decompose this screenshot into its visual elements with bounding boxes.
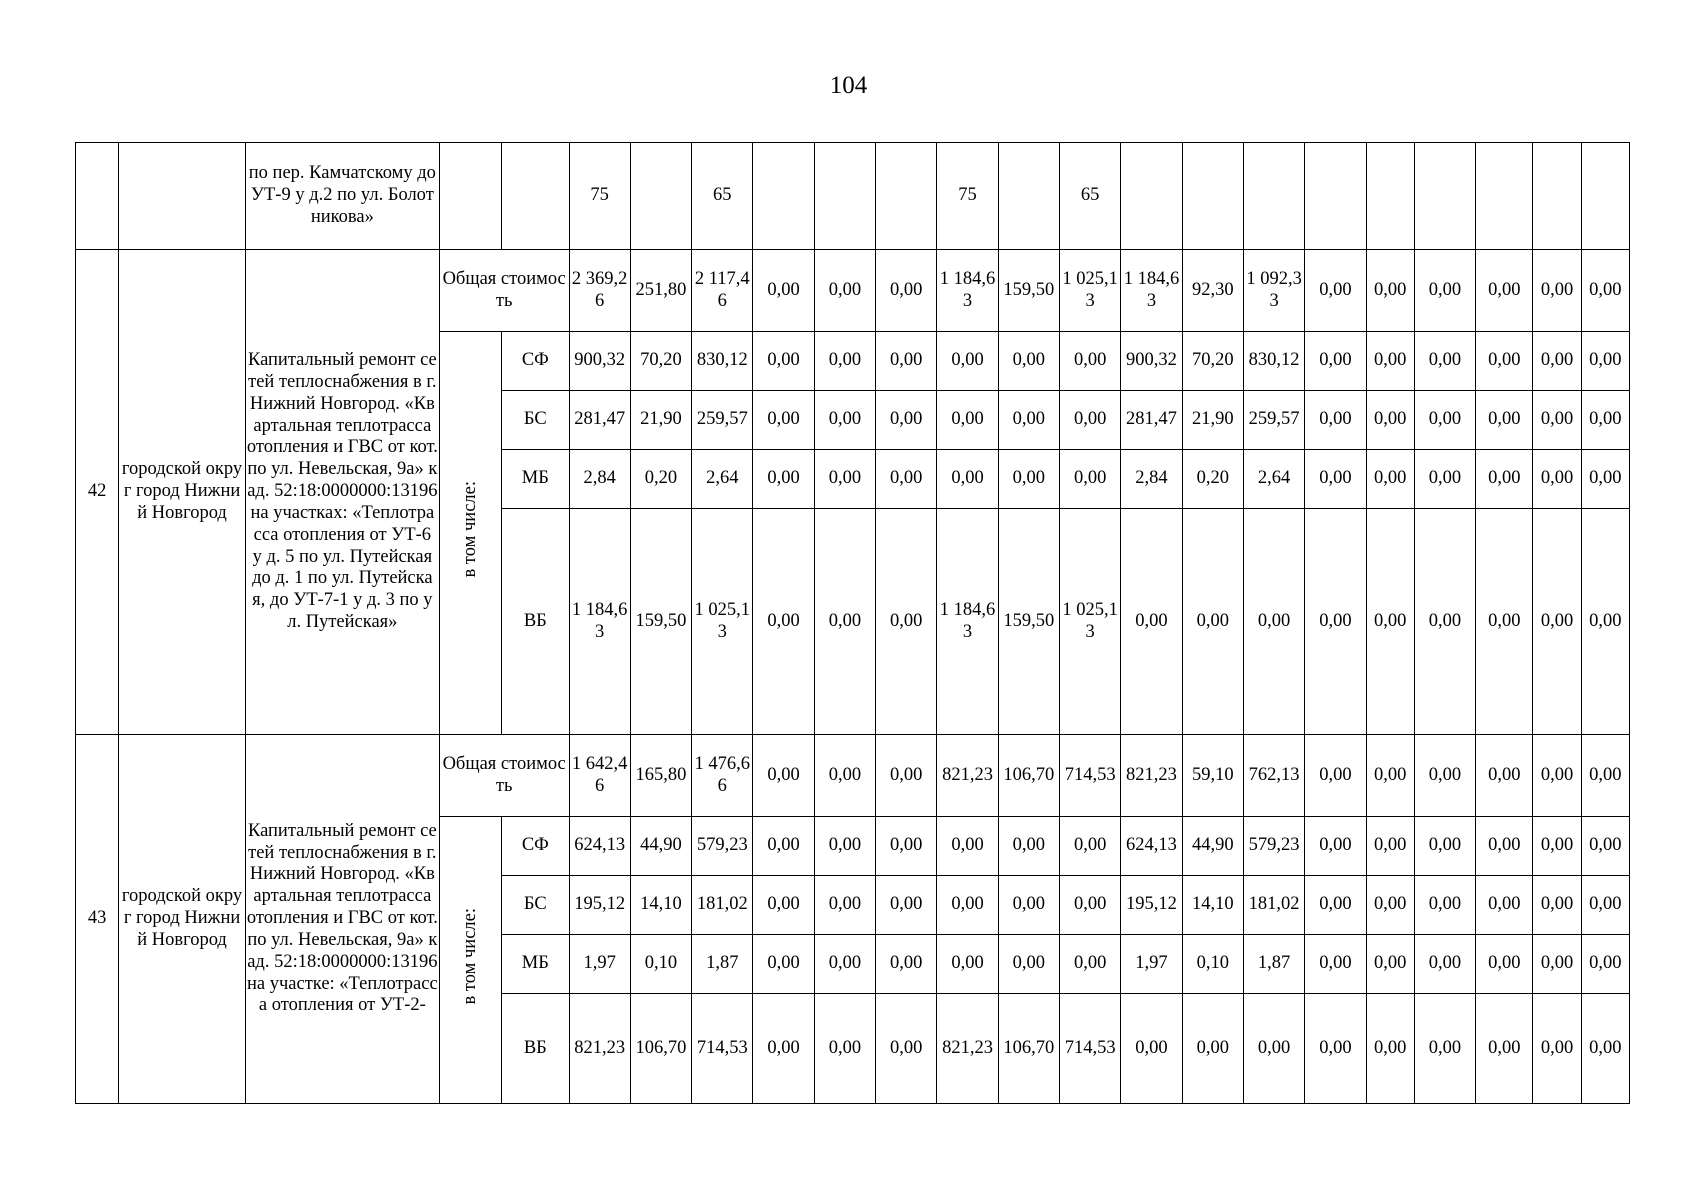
value-cell: 821,23 [937,735,998,817]
funding-source-label: БС [502,391,569,450]
value-cell: 0,00 [753,994,814,1104]
value-cell [814,143,875,250]
value-cell: 0,00 [937,817,998,876]
value-cell: 0,00 [1476,450,1533,509]
value-cell: 0,00 [753,509,814,735]
value-cell: 0,00 [1060,935,1121,994]
value-cell [1182,143,1243,250]
value-cell: 251,80 [630,250,691,332]
value-cell: 0,00 [937,332,998,391]
value-cell: 1 025,13 [1060,509,1121,735]
value-cell: 0,00 [1476,509,1533,735]
value-cell: 0,00 [1414,735,1475,817]
value-cell: 44,90 [630,817,691,876]
number-cell [76,143,119,250]
value-cell: 0,00 [1581,332,1629,391]
total-label: Общая стоимость [439,735,569,817]
value-cell: 0,00 [1581,735,1629,817]
value-cell: 830,12 [1243,332,1304,391]
value-cell: 0,00 [1366,994,1414,1104]
value-cell: 0,00 [1366,817,1414,876]
value-cell: 0,00 [814,735,875,817]
value-cell: 0,00 [753,250,814,332]
value-cell: 0,00 [1533,817,1581,876]
value-cell: 0,00 [1533,735,1581,817]
value-cell: 0,00 [753,450,814,509]
value-cell: 14,10 [630,876,691,935]
value-cell: 0,00 [876,994,937,1104]
funding-source-label: МБ [502,935,569,994]
value-cell: 0,00 [1305,509,1366,735]
value-cell [1476,143,1533,250]
value-cell: 0,00 [998,332,1059,391]
table-row [76,250,1630,332]
project-number: 42 [76,250,119,735]
value-cell: 0,00 [1476,391,1533,450]
value-cell: 14,10 [1182,876,1243,935]
value-cell: 0,00 [1121,509,1182,735]
value-cell: 92,30 [1182,250,1243,332]
value-cell: 106,70 [998,994,1059,1104]
value-cell: 0,00 [1305,735,1366,817]
value-cell: 0,00 [1060,876,1121,935]
funding-source-label: БС [502,876,569,935]
value-cell [1366,143,1414,250]
value-cell: 1 184,63 [1121,250,1182,332]
value-cell: 1 184,63 [937,250,998,332]
value-cell: 624,13 [569,817,630,876]
value-cell: 0,00 [998,391,1059,450]
value-cell: 714,53 [1060,735,1121,817]
value-cell: 1 025,13 [1060,250,1121,332]
table-row [76,735,1630,817]
value-cell: 1 642,46 [569,735,630,817]
value-cell: 0,00 [876,250,937,332]
value-cell: 1 184,63 [569,509,630,735]
value-cell: 1,87 [1243,935,1304,994]
value-cell: 0,00 [1581,450,1629,509]
value-cell: 181,02 [692,876,753,935]
value-cell: 0,00 [1533,876,1581,935]
value-cell: 0,00 [1366,391,1414,450]
value-cell: 0,00 [814,509,875,735]
value-cell: 0,00 [1060,332,1121,391]
value-cell: 0,00 [1366,250,1414,332]
value-cell: 0,00 [1305,876,1366,935]
value-cell [630,143,691,250]
value-cell: 181,02 [1243,876,1304,935]
value-cell: 0,00 [1581,391,1629,450]
value-cell: 0,00 [1533,509,1581,735]
value-cell: 0,00 [1243,509,1304,735]
value-cell [1414,143,1475,250]
value-cell: 0,00 [1476,935,1533,994]
value-cell: 0,00 [1366,935,1414,994]
sub-label: в том числе: [459,481,480,578]
value-cell: 0,00 [876,735,937,817]
municipality-cell [119,143,246,250]
value-cell: 0,00 [1533,450,1581,509]
value-cell [753,143,814,250]
value-cell: 259,57 [1243,391,1304,450]
value-cell: 0,00 [1366,509,1414,735]
value-cell: 2,64 [1243,450,1304,509]
value-cell: 0,00 [753,935,814,994]
table-row [76,143,1630,250]
municipality-cell: городской округ город Нижний Новгород [119,250,246,735]
value-cell: 2,84 [1121,450,1182,509]
value-cell: 0,00 [1305,817,1366,876]
value-cell: 579,23 [1243,817,1304,876]
value-cell: 0,00 [876,509,937,735]
value-cell: 0,00 [1414,935,1475,994]
value-cell: 281,47 [1121,391,1182,450]
value-cell: 0,00 [1476,994,1533,1104]
value-cell: 0,00 [1305,332,1366,391]
value-cell: 0,00 [937,935,998,994]
value-cell: 0,00 [1533,391,1581,450]
value-cell: 0,00 [814,450,875,509]
value-cell: 0,00 [1060,817,1121,876]
value-cell: 0,00 [814,332,875,391]
total-label: Общая стоимость [439,250,569,332]
value-cell: 0,00 [1366,450,1414,509]
value-cell: 0,00 [876,935,937,994]
value-cell: 2 369,26 [569,250,630,332]
value-cell: 0,00 [1366,735,1414,817]
sub-label-cell [439,817,501,1104]
value-cell: 0,00 [1476,735,1533,817]
value-cell: 0,00 [876,332,937,391]
value-cell [998,143,1059,250]
value-cell: 0,00 [753,817,814,876]
value-cell: 70,20 [1182,332,1243,391]
value-cell: 75 [937,143,998,250]
value-cell: 0,00 [937,391,998,450]
value-cell: 2,84 [569,450,630,509]
funding-source-label: СФ [502,332,569,391]
value-cell: 0,00 [1581,250,1629,332]
value-cell: 0,00 [1060,391,1121,450]
value-cell: 1,97 [569,935,630,994]
value-cell: 821,23 [1121,735,1182,817]
value-cell: 1,87 [692,935,753,994]
description-cell: по пер. Камчатскому до УТ-9 у д.2 по ул. Болотникова» [245,143,439,250]
value-cell: 0,00 [937,876,998,935]
value-cell [876,143,937,250]
value-cell: 165,80 [630,735,691,817]
value-cell: 59,10 [1182,735,1243,817]
value-cell: 714,53 [1060,994,1121,1104]
value-cell: 0,00 [1533,332,1581,391]
value-cell: 44,90 [1182,817,1243,876]
value-cell: 0,00 [1305,391,1366,450]
sub-label: в том числе: [459,908,480,1005]
value-cell: 195,12 [1121,876,1182,935]
value-cell: 0,00 [814,817,875,876]
value-cell: 0,00 [814,935,875,994]
value-cell: 0,20 [630,450,691,509]
value-cell: 0,00 [876,876,937,935]
value-cell: 0,00 [1182,994,1243,1104]
value-cell: 0,00 [1581,817,1629,876]
value-cell: 0,00 [814,994,875,1104]
value-cell: 1 476,66 [692,735,753,817]
value-cell: 70,20 [630,332,691,391]
value-cell: 0,00 [937,450,998,509]
value-cell: 0,00 [814,250,875,332]
value-cell: 900,32 [1121,332,1182,391]
value-cell: 762,13 [1243,735,1304,817]
value-cell [1121,143,1182,250]
value-cell: 0,20 [1182,450,1243,509]
value-cell: 0,00 [1414,817,1475,876]
funding-source-label: ВБ [502,994,569,1104]
value-cell: 0,00 [1581,994,1629,1104]
value-cell: 0,00 [814,876,875,935]
value-cell: 0,00 [1414,994,1475,1104]
value-cell: 106,70 [998,735,1059,817]
value-cell: 624,13 [1121,817,1182,876]
value-cell: 0,00 [1414,332,1475,391]
value-cell: 714,53 [692,994,753,1104]
value-cell: 0,00 [1305,994,1366,1104]
sub-label-cell [439,332,501,735]
budget-table [75,142,1630,1104]
value-cell: 1,97 [1121,935,1182,994]
value-cell: 0,00 [1414,250,1475,332]
value-cell: 0,00 [814,391,875,450]
value-cell: 0,00 [753,876,814,935]
value-cell: 0,00 [1414,391,1475,450]
value-cell: 579,23 [692,817,753,876]
value-cell: 0,00 [1581,935,1629,994]
value-cell: 0,00 [753,391,814,450]
value-cell: 0,00 [1366,332,1414,391]
value-cell: 0,00 [1060,450,1121,509]
value-cell: 0,00 [1533,994,1581,1104]
value-cell [1305,143,1366,250]
value-cell: 0,00 [1182,509,1243,735]
value-cell: 1 025,13 [692,509,753,735]
value-cell: 0,00 [753,332,814,391]
page-number: 104 [829,72,868,99]
value-cell: 0,00 [1533,935,1581,994]
funding-source-label: ВБ [502,509,569,735]
value-cell: 0,00 [998,935,1059,994]
value-cell: 0,10 [630,935,691,994]
value-cell: 821,23 [569,994,630,1104]
value-cell: 0,00 [1414,450,1475,509]
value-cell: 0,00 [1366,876,1414,935]
value-cell: 21,90 [1182,391,1243,450]
value-cell: 159,50 [630,509,691,735]
value-cell: 900,32 [569,332,630,391]
value-cell: 0,00 [1581,509,1629,735]
label-cell [502,143,569,250]
value-cell [1243,143,1304,250]
description-cell: Капитальный ремонт сетей теплоснабжения в г.Нижний Новгород. «Квартальная теплотрасса отопления и ГВС от кот. по ул. Невельская, 9а» кад. 52:18:0000000:13196 на участках: «Теплотрасса отопления от УТ-6 у д. 5 по ул. Путейская до д. 1 по ул. Путейская, до УТ-7-1 у д. 3 по ул. Путейская» [245,250,439,735]
value-cell: 0,00 [1243,994,1304,1104]
value-cell: 2,64 [692,450,753,509]
value-cell [1533,143,1581,250]
value-cell: 195,12 [569,876,630,935]
value-cell: 0,00 [1476,332,1533,391]
value-cell: 281,47 [569,391,630,450]
value-cell: 0,00 [876,450,937,509]
value-cell: 0,00 [1581,876,1629,935]
funding-source-label: МБ [502,450,569,509]
value-cell: 0,00 [876,817,937,876]
value-cell: 0,00 [998,817,1059,876]
value-cell: 65 [692,143,753,250]
value-cell: 0,10 [1182,935,1243,994]
label-cell [439,143,501,250]
value-cell: 1 092,33 [1243,250,1304,332]
value-cell [1581,143,1629,250]
value-cell: 821,23 [937,994,998,1104]
table-body [76,143,1630,1104]
value-cell: 159,50 [998,250,1059,332]
value-cell: 0,00 [1121,994,1182,1104]
funding-source-label: СФ [502,817,569,876]
value-cell: 0,00 [1305,250,1366,332]
value-cell: 0,00 [753,735,814,817]
value-cell: 0,00 [1305,450,1366,509]
value-cell: 0,00 [1533,250,1581,332]
description-cell: Капитальный ремонт сетей теплоснабжения в г.Нижний Новгород. «Квартальная теплотрасса отопления и ГВС от кот. по ул. Невельская, 9а» кад. 52:18:0000000:13196 на участке: «Теплотрасса отопления от УТ-2- [245,735,439,1104]
value-cell: 0,00 [876,391,937,450]
value-cell: 75 [569,143,630,250]
project-number: 43 [76,735,119,1104]
value-cell: 159,50 [998,509,1059,735]
value-cell: 0,00 [1414,876,1475,935]
value-cell: 0,00 [998,450,1059,509]
value-cell: 0,00 [1305,935,1366,994]
value-cell: 1 184,63 [937,509,998,735]
value-cell: 0,00 [1414,509,1475,735]
value-cell: 0,00 [1476,817,1533,876]
municipality-cell: городской округ город Нижний Новгород [119,735,246,1104]
value-cell: 65 [1060,143,1121,250]
value-cell: 0,00 [1476,250,1533,332]
value-cell: 106,70 [630,994,691,1104]
value-cell: 830,12 [692,332,753,391]
value-cell: 259,57 [692,391,753,450]
value-cell: 21,90 [630,391,691,450]
value-cell: 0,00 [1476,876,1533,935]
value-cell: 2 117,46 [692,250,753,332]
value-cell: 0,00 [998,876,1059,935]
